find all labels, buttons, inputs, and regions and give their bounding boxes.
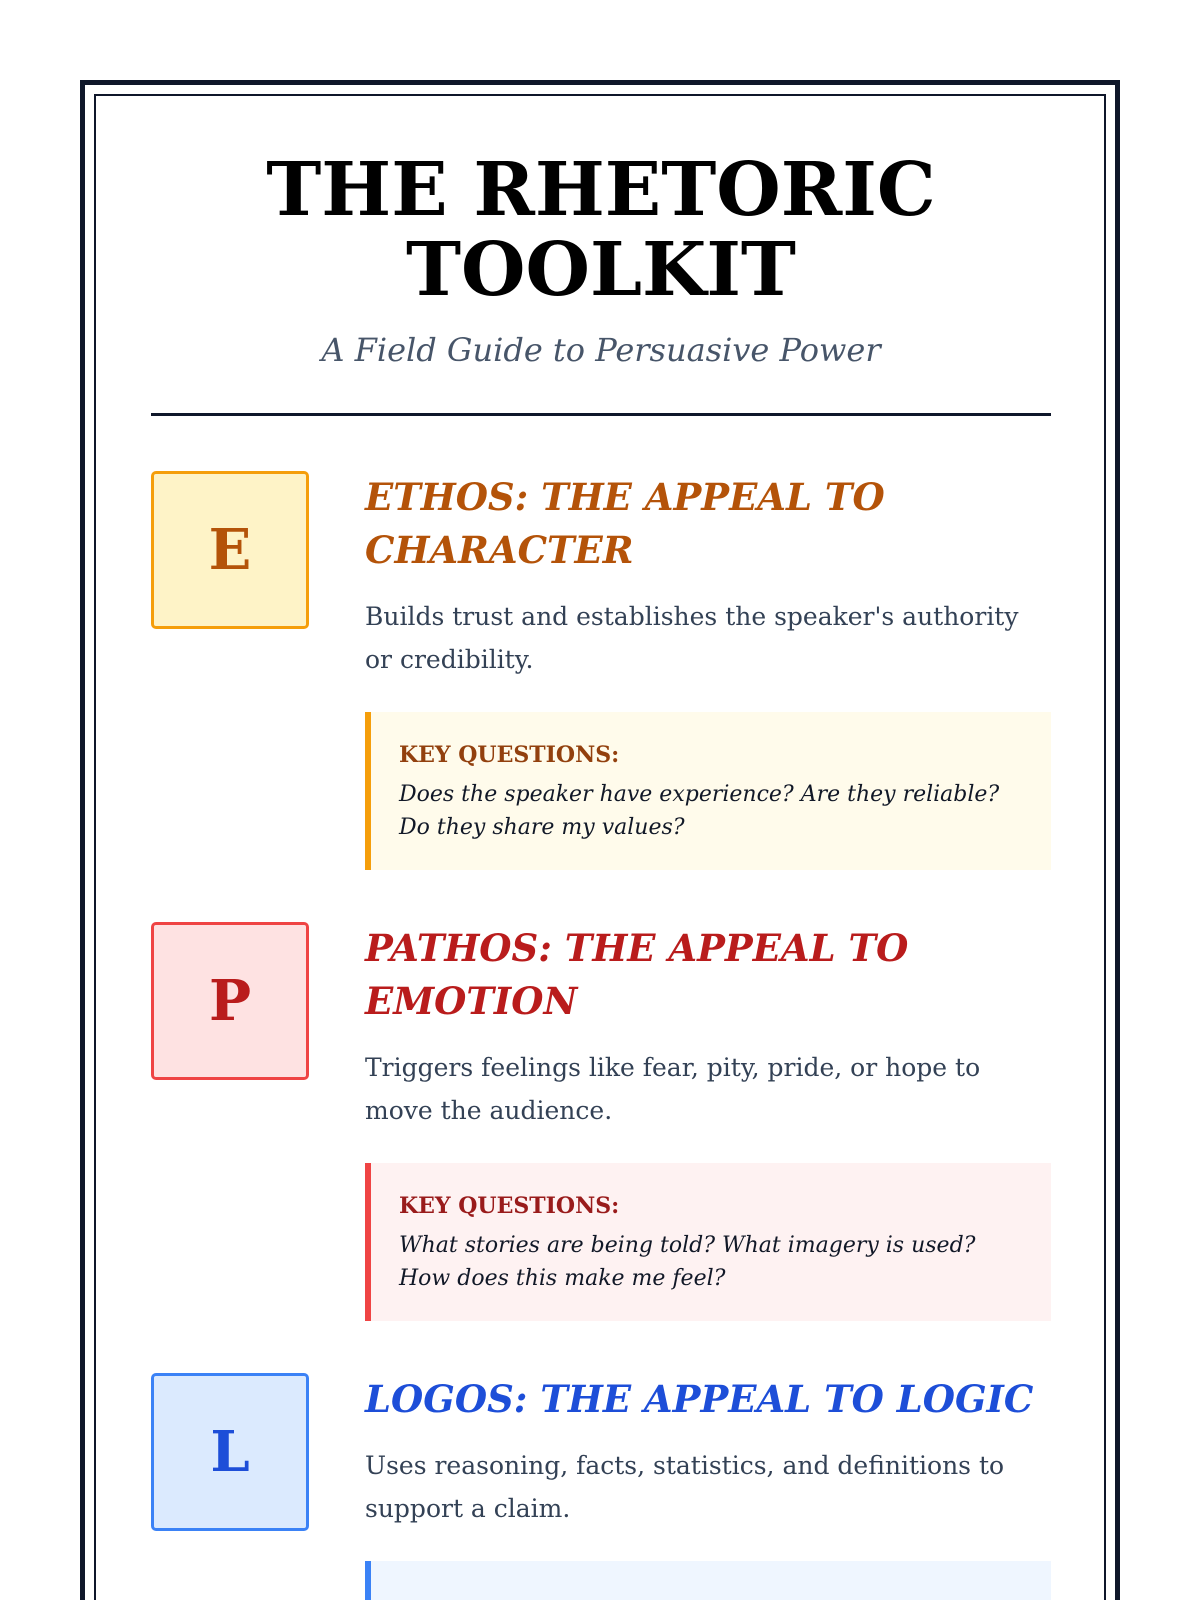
pathos-description: Triggers feelings like fear, pity, pride, or hope to move the audience. — [365, 1053, 981, 1125]
pathos-title: PATHOS: THE APPEAL TO EMOTION — [365, 926, 909, 1023]
header-divider — [151, 413, 1051, 416]
pathos-badge: P — [151, 922, 309, 1080]
ethos-badge: E — [151, 471, 309, 629]
pathos-key-questions-label: KEY QUESTIONS: — [399, 1193, 620, 1219]
ethos-title: ETHOS: THE APPEAL TO CHARACTER — [365, 475, 885, 572]
logos-key-questions — [365, 1561, 1051, 1600]
logos-title: LOGOS: THE APPEAL TO LOGIC — [365, 1377, 1034, 1421]
logos-badge: L — [151, 1373, 309, 1531]
ethos-key-questions-label: KEY QUESTIONS: — [399, 742, 620, 768]
ethos-key-questions-text: Does the speaker have experience? Are they reliable? Do they share my values? — [399, 782, 1000, 840]
ethos-body — [365, 471, 1051, 870]
pathos-body — [365, 922, 1051, 1321]
ethos-key-questions — [365, 712, 1051, 870]
logos-description: Uses reasoning, facts, statistics, and definitions to support a claim. — [365, 1451, 1005, 1523]
pathos-key-questions-text: What stories are being told? What imagery is used? How does this make me feel? — [399, 1233, 976, 1291]
pathos-key-questions — [365, 1163, 1051, 1321]
page-subtitle: A Field Guide to Persuasive Power — [321, 331, 881, 369]
page-title: THE RHETORIC TOOLKIT — [266, 147, 936, 313]
page-header — [151, 147, 1051, 416]
ethos-description: Builds trust and establishes the speaker's authority or credibility. — [365, 602, 1019, 674]
logos-body — [365, 1373, 1051, 1600]
